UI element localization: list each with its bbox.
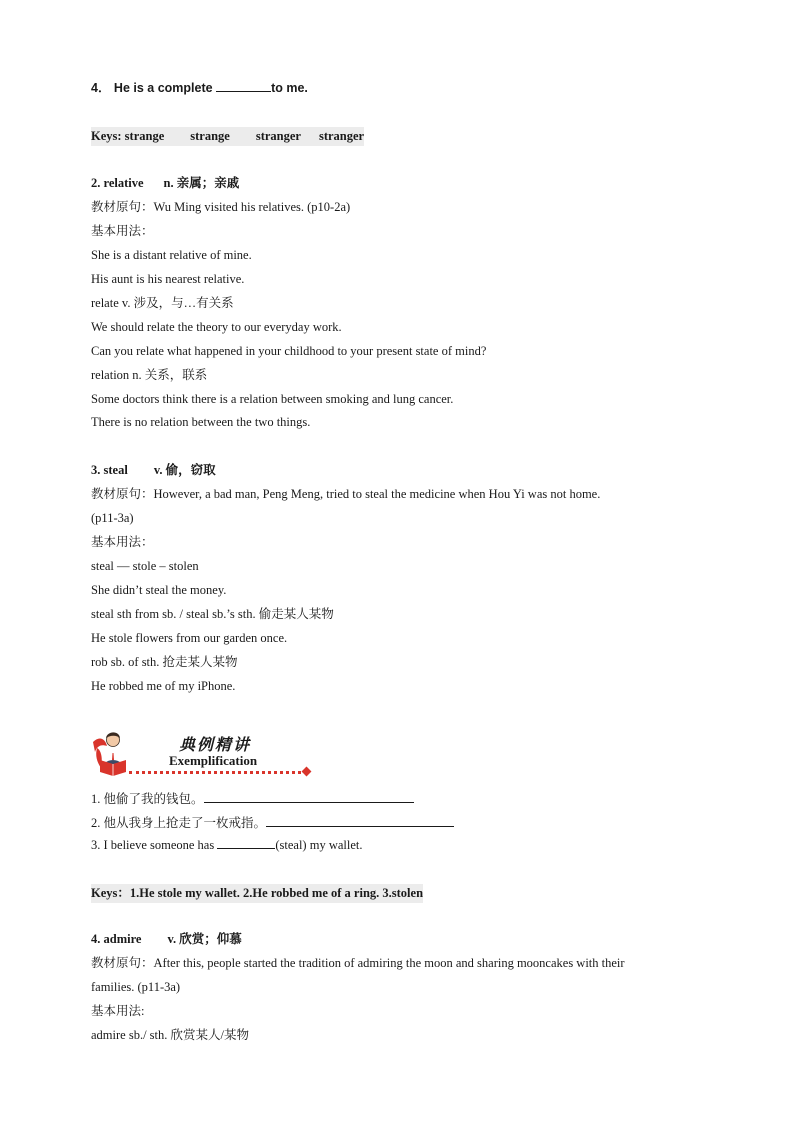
dotted-divider — [129, 771, 301, 774]
relative-usage-label: 基本用法： — [91, 224, 154, 238]
steal-line: rob sb. of sth. 抢走某人某物 — [91, 655, 238, 669]
exercise-1: 1. 他偷了我的钱包。 — [91, 790, 414, 808]
steal-line: He robbed me of my iPhone. — [91, 679, 236, 693]
steal-line: He stole flowers from our garden once. — [91, 631, 288, 645]
admire-usage-label: 基本用法: — [91, 1004, 145, 1018]
keys-line-2: Keys：1.He stole my wallet. 2.He robbed me of a ring. 3.stolen — [91, 884, 423, 903]
banner-title-en: Exemplification — [169, 753, 258, 768]
relative-line: There is no relation between the two things. — [91, 415, 311, 429]
question-4: 4． He is a complete to me. — [91, 81, 308, 95]
answer-blank[interactable] — [216, 79, 271, 92]
relative-source: 教材原句：Wu Ming visited his relatives. (p10-2a) — [91, 200, 351, 214]
heading-admire: 4. admire v. 欣赏；仰慕 — [91, 932, 242, 946]
relative-line: Some doctors think there is a relation between smoking and lung cancer. — [91, 392, 454, 406]
steal-line: steal sth from sb. / steal sb.’s sth. 偷走某人某物 — [91, 607, 334, 621]
relative-line: We should relate the theory to our everyday work. — [91, 320, 342, 334]
steal-source-ref: (p11-3a) — [91, 511, 134, 525]
banner-title-cn: 典例精讲 — [179, 735, 252, 754]
steal-line: She didn’t steal the money. — [91, 583, 227, 597]
admire-source: 教材原句：After this, people started the tradition of admiring the moon and sharing mooncakes with their — [91, 956, 625, 970]
steal-line: steal — stole – stolen — [91, 559, 199, 573]
relative-line: relation n. 关系，联系 — [91, 368, 208, 382]
heading-relative: 2. relative n. 亲属；亲戚 — [91, 176, 240, 190]
exercise-3: 3. I believe someone has (steal) my wallet. — [91, 838, 363, 852]
exemplification-banner — [91, 728, 321, 782]
keys-line-1: Keys: strange strange stranger stranger — [91, 127, 364, 146]
exercise-2: 2. 他从我身上抢走了一枚戒指。 — [91, 814, 454, 832]
admire-source-ref: families. (p11-3a) — [91, 980, 181, 994]
steal-usage-label: 基本用法： — [91, 535, 154, 549]
answer-blank[interactable] — [204, 790, 414, 803]
relative-line: Can you relate what happened in your childhood to your present state of mind? — [91, 344, 487, 358]
relative-line: His aunt is his nearest relative. — [91, 272, 245, 286]
heading-steal: 3. steal v. 偷，窃取 — [91, 463, 216, 477]
relative-line: She is a distant relative of mine. — [91, 248, 252, 262]
answer-blank[interactable] — [217, 836, 275, 849]
admire-line: admire sb./ sth. 欣赏某人/某物 — [91, 1028, 249, 1042]
steal-source: 教材原句：However, a bad man, Peng Meng, tried to steal the medicine when Hou Yi was not home. — [91, 487, 601, 501]
relative-line: relate v. 涉及，与…有关系 — [91, 296, 234, 310]
answer-blank[interactable] — [266, 814, 454, 827]
